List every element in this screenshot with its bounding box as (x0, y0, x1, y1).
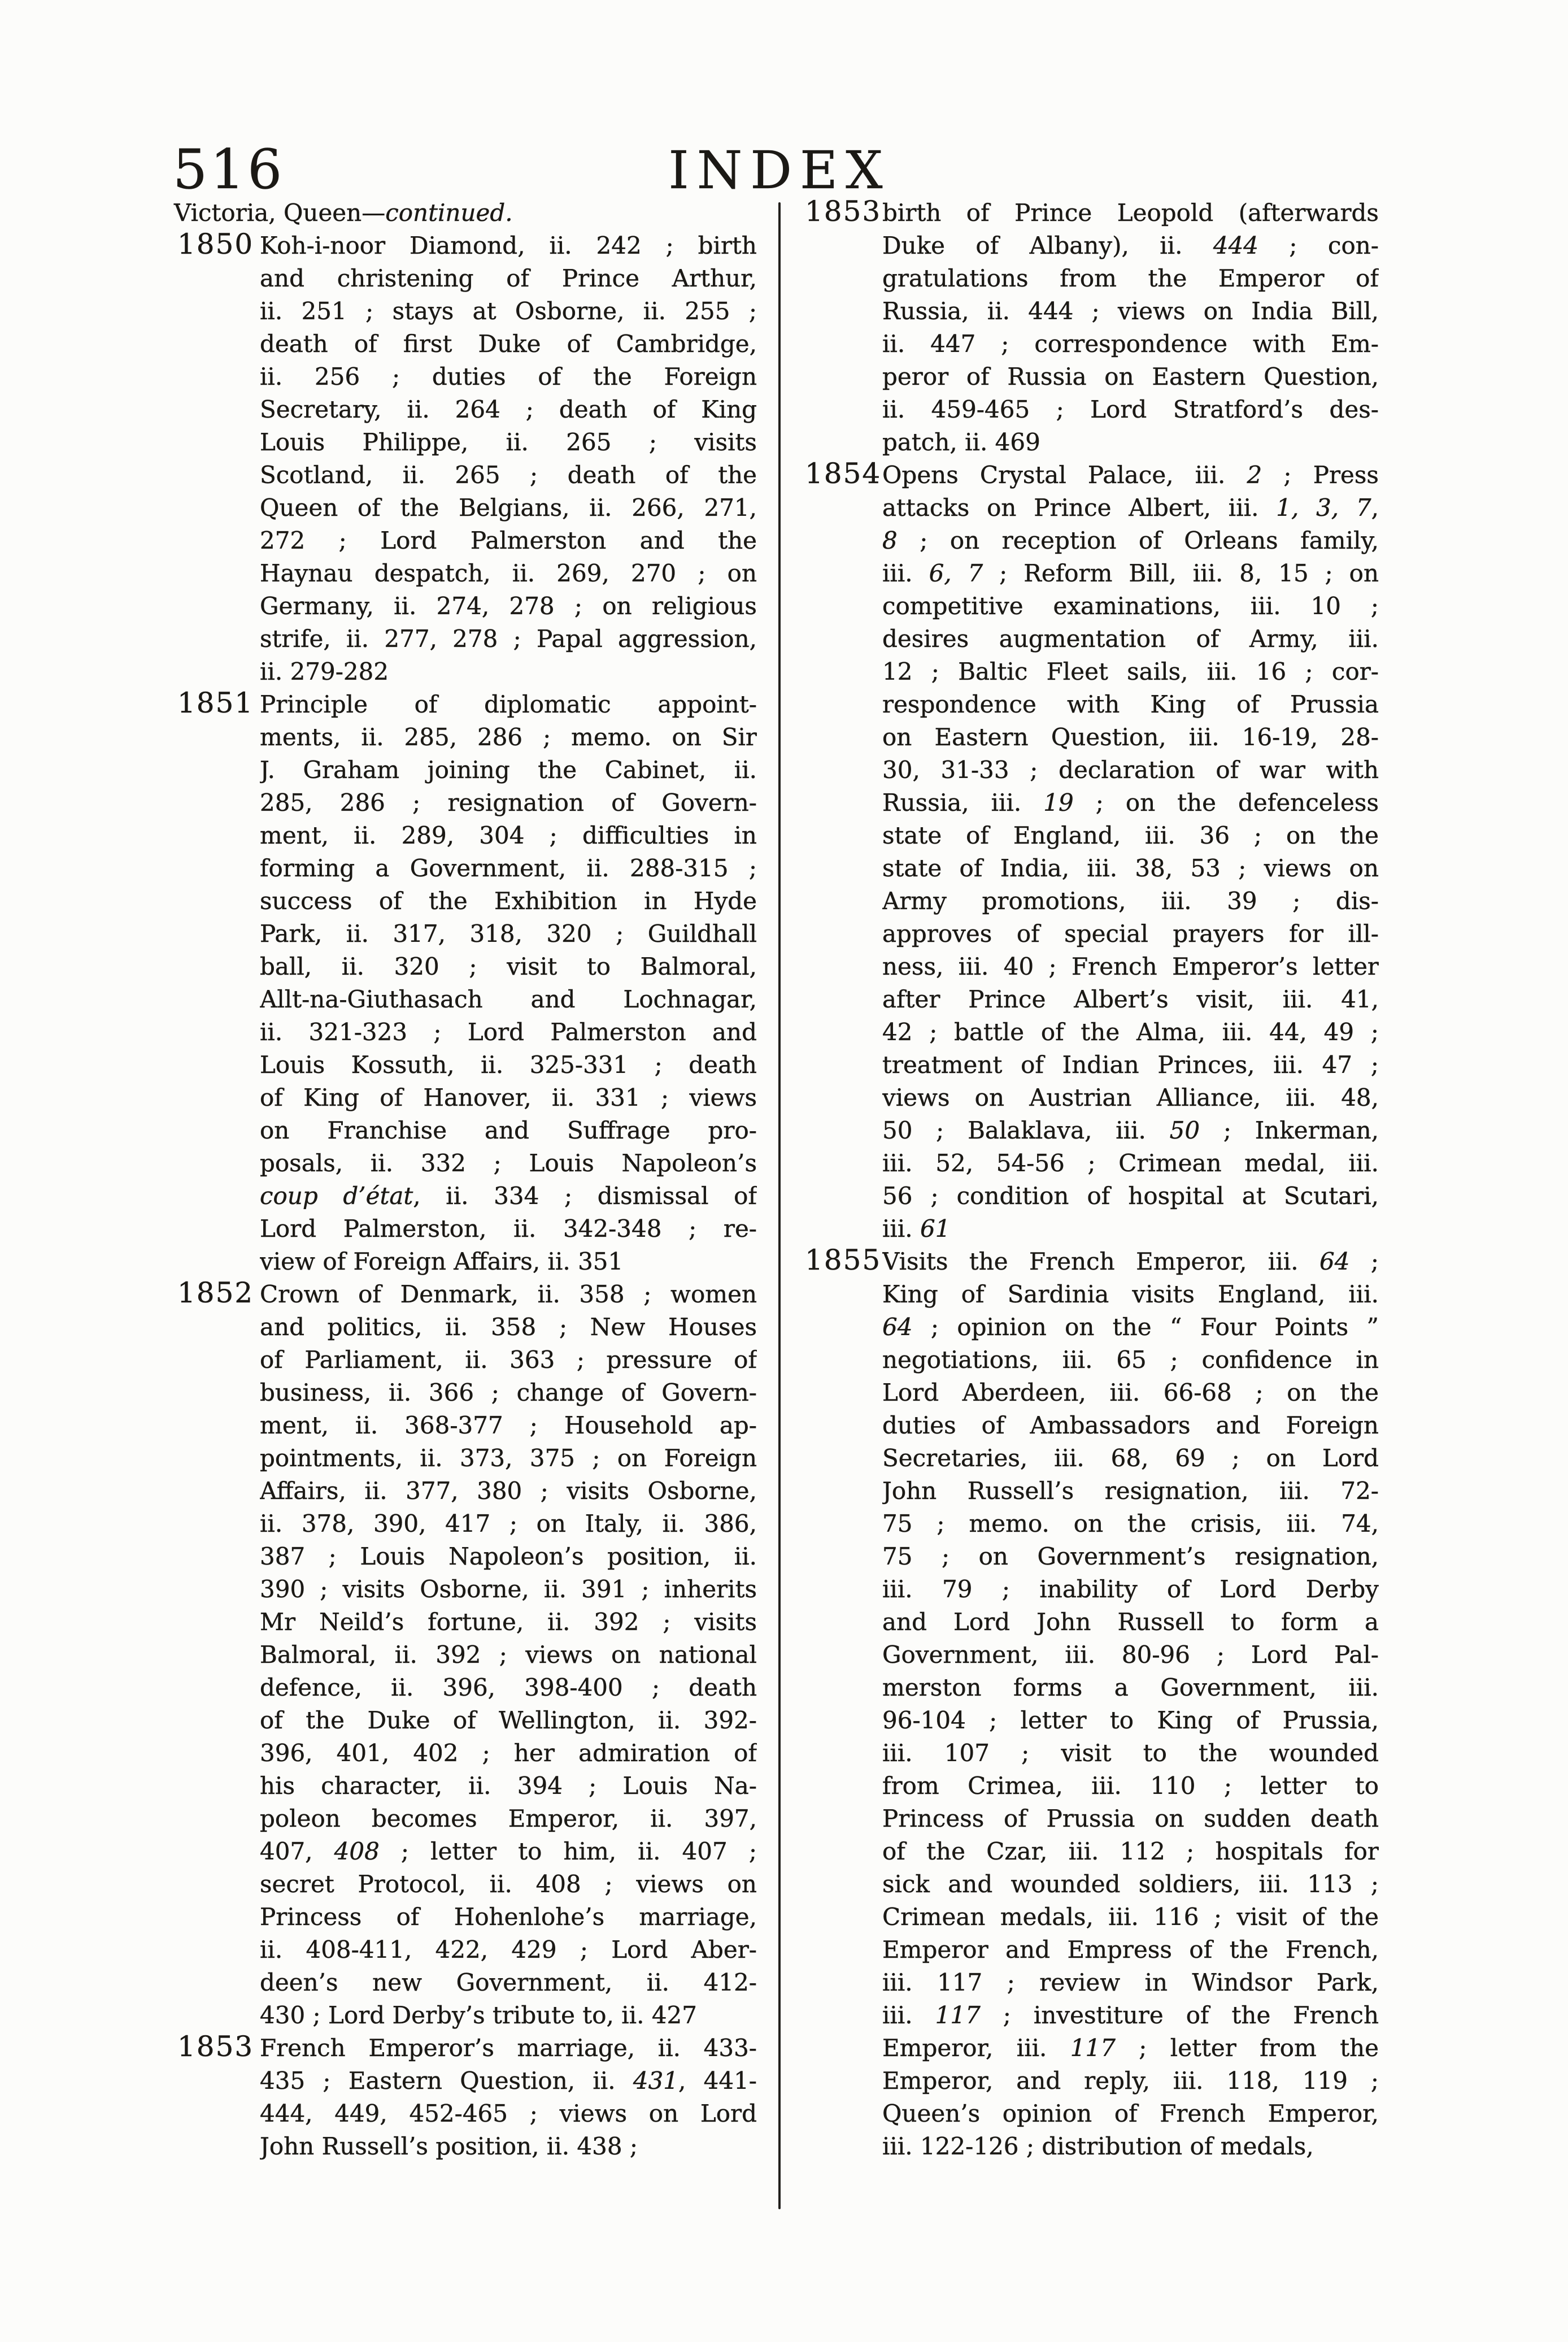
text-run: French Emperor’s marriage, ii. 433- (260, 2034, 757, 2062)
text-run: 75 ; memo. on the crisis, iii. 74, (882, 1510, 1379, 1537)
entry-line (882, 950, 1379, 983)
text-run: Opens Crystal Palace, iii. (882, 461, 1247, 489)
text-run: 56 ; condition of hospital at Scutari, (882, 1182, 1379, 1210)
entry-line (260, 524, 757, 557)
entry-line (882, 1540, 1379, 1573)
entry-line (882, 754, 1379, 787)
text-run: of Parliament, ii. 363 ; pressure of (260, 1346, 757, 1374)
text-run: duties of Ambassadors and Foreign (882, 1411, 1379, 1439)
text-run: iii. 117 ; review in Windsor Park, (882, 1969, 1379, 1996)
entry-line (260, 1704, 757, 1737)
text-run: Scotland, ii. 265 ; death of the (260, 461, 757, 489)
text-run: Secretaries, iii. 68, 69 ; on Lord (882, 1444, 1379, 1472)
entry-year: 1855 (805, 1244, 882, 1276)
entry-line (882, 229, 1379, 262)
entry-line (260, 1966, 757, 1999)
entry-text (260, 1278, 757, 2032)
text-run: 50 ; Balaklava, iii. (882, 1116, 1170, 1144)
text-run: and Lord John Russell to form a (882, 1608, 1379, 1636)
entry-line (882, 2130, 1379, 2163)
entry-line (882, 623, 1379, 655)
entry-line (260, 819, 757, 852)
text-run: Emperor, and reply, iii. 118, 119 ; (882, 2067, 1379, 2095)
entry-line (260, 360, 757, 393)
entry-line (882, 787, 1379, 819)
entry-line (882, 557, 1379, 590)
entry-line (260, 1081, 757, 1114)
text-run: Russia, ii. 444 ; views on India Bill, (882, 297, 1379, 325)
entry-line (882, 1507, 1379, 1540)
text-run: Louis Kossuth, ii. 325-331 ; death (260, 1051, 757, 1079)
text-run-italic: 431 (633, 2067, 679, 2095)
entry-line (882, 426, 1379, 459)
entry-line (260, 1409, 757, 1442)
entry-line (260, 1475, 757, 1507)
entry-line (882, 1606, 1379, 1639)
text-run: from Crimea, iii. 110 ; letter to (882, 1772, 1379, 1800)
entry-line (882, 2065, 1379, 2097)
text-run: posals, ii. 332 ; Louis Napoleon’s (260, 1149, 757, 1177)
entry-line (882, 393, 1379, 426)
text-run: forming a Government, ii. 288-315 ; (260, 854, 757, 882)
entry-line (260, 1311, 757, 1344)
entry-line (882, 1311, 1379, 1344)
text-run: Queen’s opinion of French Emperor, (882, 2100, 1379, 2127)
text-run: gratulations from the Emperor of (882, 264, 1379, 292)
entry-line (260, 787, 757, 819)
column-divider (778, 202, 781, 2209)
text-run: success of the Exhibition in Hyde (260, 887, 757, 915)
text-run: ii. 321-323 ; Lord Palmerston and (260, 1018, 757, 1046)
entry-line (882, 459, 1379, 492)
text-run: ment, ii. 289, 304 ; difficulties in (260, 822, 757, 849)
text-run: ment, ii. 368-377 ; Household ap- (260, 1411, 757, 1439)
text-run: 285, 286 ; resignation of Govern- (260, 789, 757, 816)
entry-line (260, 1606, 757, 1639)
page-title: INDEX (668, 140, 891, 201)
entry-line (882, 1933, 1379, 1966)
text-run: iii. (882, 2001, 935, 2029)
text-run-italic: 117 (935, 2001, 981, 2029)
entry-line (260, 1114, 757, 1147)
text-run: pointments, ii. 373, 375 ; on Foreign (260, 1444, 757, 1472)
text-run: Park, ii. 317, 318, 320 ; Guildhall (260, 920, 757, 948)
text-run: 390 ; visits Osborne, ii. 391 ; inherits (260, 1575, 757, 1603)
text-run: ; Reform Bill, iii. 8, 15 ; on (983, 559, 1379, 587)
entry-line (260, 1835, 757, 1868)
text-run-italic: 117 (1070, 2034, 1116, 2062)
entry-line (882, 819, 1379, 852)
index-entry (174, 688, 757, 1278)
text-run: ness, iii. 40 ; French Emperor’s letter (882, 953, 1379, 980)
text-run: 444, 449, 452-465 ; views on Lord (260, 2100, 757, 2127)
text-run-italic: 50 (1169, 1116, 1200, 1144)
text-run: Koh-i-noor Diamond, ii. 242 ; birth (260, 232, 757, 259)
text-run: , (1371, 494, 1379, 522)
text-run: ball, ii. 320 ; visit to Balmoral, (260, 953, 757, 980)
entry-line (882, 655, 1379, 688)
entry-line (882, 197, 1379, 229)
entry-line (882, 328, 1379, 360)
entry-line (260, 1868, 757, 1901)
text-run: , ii. 334 ; dismissal of (413, 1182, 757, 1210)
entry-line (260, 1639, 757, 1671)
entry-line (260, 1376, 757, 1409)
text-run: patch, ii. 469 (882, 428, 1040, 456)
entry-line (882, 1671, 1379, 1704)
text-run: ; on the defenceless (1073, 789, 1379, 816)
entry-line (882, 1442, 1379, 1475)
entry-line (882, 1114, 1379, 1147)
entry-line (260, 229, 757, 262)
entry-text (260, 229, 757, 688)
text-run: 75 ; on Government’s resignation, (882, 1542, 1379, 1570)
entry-line (260, 885, 757, 918)
text-run: Visits the French Emperor, iii. (882, 1248, 1319, 1275)
entry-year: 1852 (177, 1276, 254, 1309)
text-run: negotiations, iii. 65 ; confidence in (882, 1346, 1379, 1374)
text-run: Lord Palmerston, ii. 342-348 ; re- (260, 1215, 757, 1242)
text-run: Princess of Hohenlohe’s marriage, (260, 1903, 757, 1931)
text-run: ; letter to him, ii. 407 ; (379, 1837, 757, 1865)
entry-line (260, 1278, 757, 1311)
entry-line (260, 1147, 757, 1180)
text-run-italic: 64 (1319, 1248, 1350, 1275)
entry-line (260, 328, 757, 360)
text-run: iii. (882, 1215, 920, 1242)
entry-line (260, 557, 757, 590)
text-run: 396, 401, 402 ; her admiration of (260, 1739, 757, 1767)
entry-line (260, 918, 757, 950)
text-run: sick and wounded soldiers, iii. 113 ; (882, 1870, 1379, 1898)
text-run: peror of Russia on Eastern Question, (882, 363, 1379, 390)
text-run: Louis Philippe, ii. 265 ; visits (260, 428, 757, 456)
text-run: state of India, iii. 38, 53 ; views on (882, 854, 1379, 882)
text-run: iii. (882, 559, 929, 587)
entry-line (260, 459, 757, 492)
text-run-italic: 61 (920, 1215, 951, 1242)
text-run: secret Protocol, ii. 408 ; views on (260, 1870, 757, 1898)
entry-line (882, 1409, 1379, 1442)
text-run-italic: 408 (334, 1837, 380, 1865)
text-run: Duke of Albany), ii. (882, 232, 1213, 259)
text-run: ; on reception of Orleans family, (897, 527, 1379, 554)
left-column (174, 197, 757, 2163)
entry-line (882, 1213, 1379, 1245)
text-run: ; Inkerman, (1200, 1116, 1379, 1144)
text-run-italic: 19 (1043, 789, 1074, 816)
entry-line (260, 1901, 757, 1933)
text-run: John Russell’s position, ii. 438 ; (260, 2132, 638, 2160)
entry-line (882, 1278, 1379, 1311)
entry-line (260, 2097, 757, 2130)
entry-line (260, 1999, 757, 2032)
text-run-italic: 1, 3, 7 (1276, 494, 1371, 522)
entry-line (882, 1049, 1379, 1081)
text-run: poleon becomes Emperor, ii. 397, (260, 1805, 757, 1832)
text-run: ; investiture of the French (980, 2001, 1379, 2029)
entry-line (260, 295, 757, 328)
index-entry (805, 1245, 1379, 2163)
text-run: Lord Aberdeen, iii. 66-68 ; on the (882, 1379, 1379, 1406)
text-run: Princess of Prussia on sudden death (882, 1805, 1379, 1832)
entry-text (260, 688, 757, 1278)
text-run: strife, ii. 277, 278 ; Papal aggression, (260, 625, 757, 653)
entry-line (882, 2032, 1379, 2065)
text-run-italic: 64 (882, 1313, 913, 1341)
entry-text (882, 459, 1379, 1245)
text-run: iii. 79 ; inability of Lord Derby (882, 1575, 1379, 1603)
index-entry (174, 2032, 757, 2163)
entry-year: 1850 (177, 228, 254, 260)
entry-line (882, 983, 1379, 1016)
entry-line (882, 918, 1379, 950)
entry-line (260, 393, 757, 426)
text-run: Secretary, ii. 264 ; death of King (260, 396, 757, 423)
text-run: on Eastern Question, iii. 16-19, 28- (882, 723, 1379, 751)
text-run: death of first Duke of Cambridge, (260, 330, 757, 358)
entry-line (260, 655, 757, 688)
entry-line (882, 1802, 1379, 1835)
text-run: of the Duke of Wellington, ii. 392- (260, 1706, 757, 1734)
index-entry (805, 197, 1379, 459)
entry-line (260, 1770, 757, 1802)
text-run: Crown of Denmark, ii. 358 ; women (260, 1280, 757, 1308)
text-run: ii. 256 ; duties of the Foreign (260, 363, 757, 390)
text-run: 430 ; Lord Derby’s tribute to, ii. 427 (260, 2001, 697, 2029)
entry-line (260, 1016, 757, 1049)
entry-line (260, 426, 757, 459)
entry-line (260, 1442, 757, 1475)
text-run: attacks on Prince Albert, iii. (882, 494, 1277, 522)
entry-line (882, 1376, 1379, 1409)
text-run: views on Austrian Alliance, iii. 48, (882, 1084, 1379, 1111)
text-run: state of England, iii. 36 ; on the (882, 822, 1379, 849)
entry-year: 1853 (177, 2030, 254, 2063)
text-run: 96-104 ; letter to King of Prussia, (882, 1706, 1379, 1734)
text-run: 407, (260, 1837, 334, 1865)
entry-line (882, 1704, 1379, 1737)
text-run-italic: 444 (1213, 232, 1259, 259)
text-run: ii. 251 ; stays at Osborne, ii. 255 ; (260, 297, 757, 325)
entry-line (260, 623, 757, 655)
entry-line (260, 688, 757, 721)
entry-line (260, 1180, 757, 1213)
entry-line (882, 1344, 1379, 1376)
entry-line (260, 492, 757, 524)
text-run: Germany, ii. 274, 278 ; on religious (260, 592, 757, 620)
text-run: ii. 447 ; correspondence with Em- (882, 330, 1379, 358)
entry-line (882, 1901, 1379, 1933)
entry-line (882, 1081, 1379, 1114)
index-entry (174, 229, 757, 688)
entry-line (882, 852, 1379, 885)
text-run: Principle of diplomatic appoint- (260, 690, 757, 718)
text-run: 435 ; Eastern Question, ii. (260, 2067, 633, 2095)
entry-line (882, 1245, 1379, 1278)
text-run: ; opinion on the “ Four Points ” (912, 1313, 1379, 1341)
text-run: on Franchise and Suffrage pro- (260, 1116, 757, 1144)
entry-line (260, 1737, 757, 1770)
entry-line (882, 590, 1379, 623)
entry-line (260, 2032, 757, 2065)
text-run: 30, 31-33 ; declaration of war with (882, 756, 1379, 784)
entry-line (260, 590, 757, 623)
text-run: Crimean medals, iii. 116 ; visit of the (882, 1903, 1379, 1931)
entry-line (882, 1770, 1379, 1802)
entry-line (260, 1671, 757, 1704)
text-run: Queen of the Belgians, ii. 266, 271, (260, 494, 757, 522)
entry-line (260, 1933, 757, 1966)
text-run-italic: 8 (882, 527, 898, 554)
right-column (805, 197, 1379, 2163)
text-run: iii. 52, 54-56 ; Crimean medal, iii. (882, 1149, 1379, 1177)
text-run: birth of Prince Leopold (afterwards (882, 199, 1379, 227)
entry-year: 1851 (177, 686, 254, 719)
entry-line (260, 1540, 757, 1573)
text-run: Balmoral, ii. 392 ; views on national (260, 1641, 757, 1668)
entry-line (260, 1802, 757, 1835)
index-entry (174, 1278, 757, 2032)
entry-line (882, 1868, 1379, 1901)
entry-line (882, 721, 1379, 754)
entry-line (882, 1835, 1379, 1868)
text-run: his character, ii. 394 ; Louis Na- (260, 1772, 757, 1800)
entry-line (260, 721, 757, 754)
index-entry (805, 459, 1379, 1245)
text-run: and politics, ii. 358 ; New Houses (260, 1313, 757, 1341)
entry-line (260, 262, 757, 295)
text-run: Victoria, Queen— (174, 199, 386, 227)
entry-line (260, 1573, 757, 1606)
text-run: Russia, iii. (882, 789, 1044, 816)
text-run: J. Graham joining the Cabinet, ii. (260, 756, 757, 784)
text-run: John Russell’s resignation, iii. 72- (882, 1477, 1379, 1505)
text-run: iii. 122-126 ; distribution of medals, (882, 2132, 1314, 2160)
entry-text (882, 1245, 1379, 2163)
entry-year: 1853 (805, 195, 882, 228)
text-run: King of Sardinia visits England, iii. (882, 1280, 1379, 1308)
entry-line (882, 1639, 1379, 1671)
entry-line (260, 983, 757, 1016)
entry-line (260, 1049, 757, 1081)
entry-line (260, 852, 757, 885)
text-run-italic: coup d’état (260, 1182, 413, 1210)
text-run: Haynau despatch, ii. 269, 270 ; on (260, 559, 757, 587)
entry-line (882, 360, 1379, 393)
text-run-italic: continued. (385, 199, 513, 227)
entry-year: 1854 (805, 457, 882, 490)
entry-line (260, 2130, 757, 2163)
entry-line (882, 295, 1379, 328)
text-run: of King of Hanover, ii. 331 ; views (260, 1084, 757, 1111)
text-run: deen’s new Government, ii. 412- (260, 1969, 757, 1996)
text-run: desires augmentation of Army, iii. (882, 625, 1379, 653)
entry-line (882, 492, 1379, 524)
entry-line (882, 1573, 1379, 1606)
text-run: Allt-na-Giuthasach and Lochnagar, (260, 985, 757, 1013)
entry-line (882, 1475, 1379, 1507)
text-run: 12 ; Baltic Fleet sails, iii. 16 ; cor- (882, 658, 1379, 685)
text-run: merston forms a Government, iii. (882, 1674, 1379, 1701)
text-run: Government, iii. 80-96 ; Lord Pal- (882, 1641, 1379, 1668)
entry-line (260, 754, 757, 787)
text-run: , 441- (678, 2067, 757, 2095)
text-run: and christening of Prince Arthur, (260, 264, 757, 292)
text-run: Emperor and Empress of the French, (882, 1936, 1379, 1963)
text-run: treatment of Indian Princes, iii. 47 ; (882, 1051, 1379, 1079)
text-run: approves of special prayers for ill- (882, 920, 1379, 948)
text-run: iii. 107 ; visit to the wounded (882, 1739, 1379, 1767)
entry-line (882, 262, 1379, 295)
entry-line (882, 1147, 1379, 1180)
text-run: view of Foreign Affairs, ii. 351 (260, 1248, 624, 1275)
text-run: ii. 408-411, 422, 429 ; Lord Aber- (260, 1936, 757, 1963)
text-run: business, ii. 366 ; change of Govern- (260, 1379, 757, 1406)
entry-line (260, 2065, 757, 2097)
text-run: 42 ; battle of the Alma, iii. 44, 49 ; (882, 1018, 1379, 1046)
entry-line (882, 524, 1379, 557)
entry-line (882, 1016, 1379, 1049)
entry-line (882, 1999, 1379, 2032)
text-run: Emperor, iii. (882, 2034, 1070, 2062)
entry-line (260, 1213, 757, 1245)
entry-line (260, 1344, 757, 1376)
text-run: ments, ii. 285, 286 ; memo. on Sir (260, 723, 757, 751)
text-run-italic: 2 (1247, 461, 1262, 489)
entry-line (882, 885, 1379, 918)
entry-line (260, 1245, 757, 1278)
index-continued-heading (174, 197, 757, 229)
text-run: Army promotions, iii. 39 ; dis- (882, 887, 1379, 915)
text-run: 387 ; Louis Napoleon’s position, ii. (260, 1542, 757, 1570)
text-run: respondence with King of Prussia (882, 690, 1379, 718)
text-run: ii. 459-465 ; Lord Stratford’s des- (882, 396, 1379, 423)
text-run: competitive examinations, iii. 10 ; (882, 592, 1379, 620)
entry-line (260, 1507, 757, 1540)
text-run-italic: 6, 7 (929, 559, 983, 587)
text-run: ; (1349, 1248, 1379, 1275)
entry-line (882, 2097, 1379, 2130)
text-run: ; letter from the (1115, 2034, 1379, 2062)
entry-line (882, 688, 1379, 721)
text-run: ii. 279-282 (260, 658, 389, 685)
entry-line (882, 1966, 1379, 1999)
entry-text (882, 197, 1379, 459)
text-run: 272 ; Lord Palmerston and the (260, 527, 757, 554)
entry-text (260, 2032, 757, 2163)
entry-line (882, 1180, 1379, 1213)
text-run: ; con- (1258, 232, 1379, 259)
text-run: defence, ii. 396, 398-400 ; death (260, 1674, 757, 1701)
text-run: after Prince Albert’s visit, iii. 41, (882, 985, 1379, 1013)
text-run: Mr Neild’s fortune, ii. 392 ; visits (260, 1608, 757, 1636)
entry-line (882, 1737, 1379, 1770)
text-run: ii. 378, 390, 417 ; on Italy, ii. 386, (260, 1510, 757, 1537)
entry-line (260, 950, 757, 983)
text-run: Affairs, ii. 377, 380 ; visits Osborne, (260, 1477, 757, 1505)
text-run: of the Czar, iii. 112 ; hospitals for (882, 1837, 1379, 1865)
text-run: ; Press (1262, 461, 1379, 489)
page-number: 516 (173, 138, 285, 201)
